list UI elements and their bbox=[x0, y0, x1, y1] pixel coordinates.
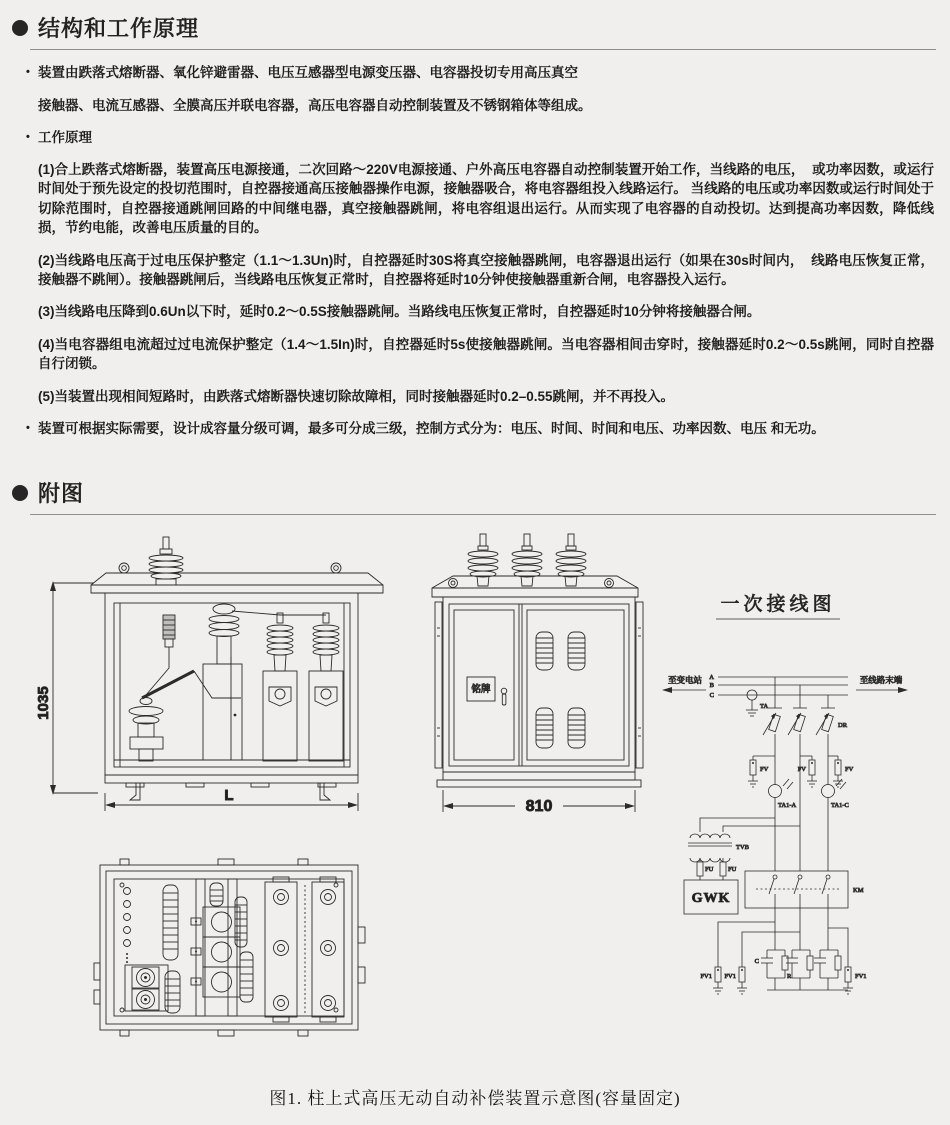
fv-arrester-symbol bbox=[828, 756, 843, 787]
capacitor-rc-unit bbox=[761, 950, 788, 990]
vent-grille-icon bbox=[536, 708, 553, 748]
wiring-title: 一次接线图 bbox=[720, 594, 836, 615]
figure-caption: 图1. 柱上式高压无动自动补偿装置示意图(容量固定) bbox=[269, 1089, 681, 1108]
paragraph-4: (4)当电容器组电流超过过电流保护整定（1.4～1.5In)时，自控器延时5s使接触器跳闸。当电容器相间击穿时，接触器延时0.2～0.5s跳闸，同时自控器自行闭锁。 bbox=[38, 336, 934, 372]
section-figures bbox=[12, 477, 936, 515]
fv1-arrester-symbol bbox=[828, 928, 853, 994]
dropout-fuse-symbol bbox=[788, 685, 807, 871]
fuse-tube-icon bbox=[163, 615, 175, 647]
capacitor-top-view bbox=[312, 877, 344, 1022]
center-insulator-icon bbox=[209, 604, 239, 664]
primary-wiring-diagram bbox=[648, 586, 948, 1066]
paragraph-5: (5)当装置出现相间短路时，由跌落式熔断器快速切除故障相，同时接触器延时0.2–0.55跳闸，并不再投入。 bbox=[38, 388, 675, 404]
phase-b-label: B bbox=[709, 682, 714, 689]
capacitor-rc-unit bbox=[814, 950, 841, 990]
section2-header bbox=[12, 477, 936, 508]
fv1-label: FV1 bbox=[700, 973, 712, 980]
tvb-transformer-symbol bbox=[688, 818, 800, 862]
bullet-working-principle: • 工作原理 bbox=[26, 128, 934, 147]
section-bullet-icon bbox=[12, 20, 28, 36]
coil-icon bbox=[163, 885, 178, 960]
nameplate-label: 铭牌 bbox=[471, 685, 491, 695]
vent-grille-icon bbox=[536, 632, 553, 670]
section-bullet-icon bbox=[12, 485, 28, 501]
capacitor-unit-icon bbox=[263, 613, 297, 761]
paragraph-3: (3)当线路电压降到0.6Un以下时，延时0.2～0.5S接触器跳闸。当路线电压恢复正常时，自控器延时10分钟将接触器合闸。 bbox=[38, 304, 761, 320]
paragraph-1: (1)合上跌落式熔断器，装置高压电源接通，二次回路～220V电源接通、户外高压电容器自动控制装置开始工作，当线路的电压， 或功率因数，或运行时间处于预先设定的投切范围时，自控器接通高压接触器操作电源，接触器吸合，将电容器组投入线路运行。 当线路的电压或功率因数或运行时间处于切除范围时，自控器接通跳闸回路的中间继电器，真空接触器跳闸，将电容组退出运行。从而实现了电容器的自动投切。达到提高功率因数，降低线损，节约电能，改善电压质量的目的。 bbox=[38, 162, 934, 236]
section2-rule bbox=[30, 514, 936, 515]
ct-symbol bbox=[769, 779, 794, 871]
section1-title: 结构和工作原理 bbox=[38, 16, 200, 41]
dropout-fuse-icon bbox=[129, 698, 163, 762]
dim-width-810 bbox=[443, 790, 635, 815]
coil-icon bbox=[210, 883, 223, 906]
door-handle-icon bbox=[501, 688, 507, 694]
dim-1035-label: 1035 bbox=[35, 686, 52, 720]
fu-label: FU bbox=[705, 866, 714, 873]
bullet-components-line1: • 装置由跌落式熔断器、氧化锌避雷器、电压互感器型电源变压器、电容器投切专用高压真空 bbox=[26, 63, 934, 82]
bullet-components-line2: 接触器、电流互感器、全膜高压并联电容器，高压电容器自动控制装置及不锈钢箱体等组成。 bbox=[38, 98, 592, 113]
phase-c-label: C bbox=[709, 692, 714, 699]
roof-bushing-icon bbox=[556, 534, 586, 586]
fv-label: FV bbox=[760, 766, 769, 773]
tvb-label: TVB bbox=[736, 844, 749, 851]
dropout-fuse-symbol bbox=[816, 695, 835, 785]
fv-label: FV bbox=[845, 766, 854, 773]
capacitor-unit-icon bbox=[309, 613, 343, 761]
r-label: R bbox=[787, 973, 792, 980]
roof-bushing-icon bbox=[468, 534, 498, 586]
to-substation-label: 至变电站 bbox=[667, 675, 703, 685]
ta-label: TA bbox=[760, 703, 769, 710]
km-label: KM bbox=[853, 887, 864, 894]
gwk-label: GWK bbox=[691, 891, 731, 906]
c-label: C bbox=[754, 958, 759, 965]
fu-fuse-symbol bbox=[697, 862, 703, 876]
capacitor-top-view bbox=[265, 877, 297, 1022]
coil-icon bbox=[240, 952, 253, 1002]
roof-bushing-icon bbox=[512, 534, 542, 586]
coil-icon bbox=[165, 971, 180, 1013]
contactor-pole-box bbox=[191, 907, 240, 997]
section2-title: 附图 bbox=[38, 481, 85, 506]
section1-rule bbox=[30, 49, 936, 50]
fv1-label: FV1 bbox=[724, 973, 736, 980]
fv1-label: FV1 bbox=[855, 973, 867, 980]
side-view-drawing bbox=[423, 528, 653, 818]
principle-body bbox=[26, 63, 934, 438]
capacitor-rc-unit bbox=[786, 950, 813, 990]
section-structure-principle bbox=[0, 0, 950, 438]
fu-fuse-symbol bbox=[720, 862, 726, 876]
ta1c-label: TA1-C bbox=[831, 802, 849, 809]
dr-label: DR bbox=[838, 722, 848, 729]
flanged-bushing-box bbox=[125, 965, 168, 1011]
roof-bushing-icon bbox=[149, 537, 183, 585]
fv-label: FV bbox=[797, 766, 806, 773]
dim-height-1035 bbox=[35, 581, 98, 795]
dim-810-label: 810 bbox=[525, 798, 553, 815]
front-view-drawing bbox=[36, 535, 441, 835]
vent-grille-icon bbox=[568, 708, 585, 748]
km-contactor-box bbox=[745, 871, 848, 908]
terminal-holes-icon bbox=[124, 888, 131, 964]
paragraph-2: (2)当线路电压高于过电压保护整定（1.1～1.3Un)时，自控器延时30S将真空接触器跳闸，电容器退出运行（如果在30s时间内， 线路电压恢复正常，接触器不跳闸）。接触器跳闸后，当线路电压恢复正常时，自控器将延时10分钟使接触器重新合闸，电容器投入运行。 bbox=[38, 252, 934, 288]
vent-grille-icon bbox=[568, 632, 585, 670]
phase-a-label: A bbox=[709, 674, 714, 681]
section1-header bbox=[12, 12, 936, 43]
top-view-drawing bbox=[92, 853, 402, 1048]
to-line-end-label: 至线路末端 bbox=[859, 675, 903, 685]
dim-L-label: L bbox=[224, 787, 234, 804]
ta1a-label: TA1-A bbox=[778, 802, 797, 809]
fu-label: FU bbox=[728, 866, 737, 873]
bullet-capacity-note: • 装置可根据实际需要，设计成容量分级可调，最多可分成三级，控制方式分为：电压、时间、时间和电压、功率因数、电压 和无功。 bbox=[26, 419, 934, 438]
ct-symbol bbox=[822, 779, 847, 871]
